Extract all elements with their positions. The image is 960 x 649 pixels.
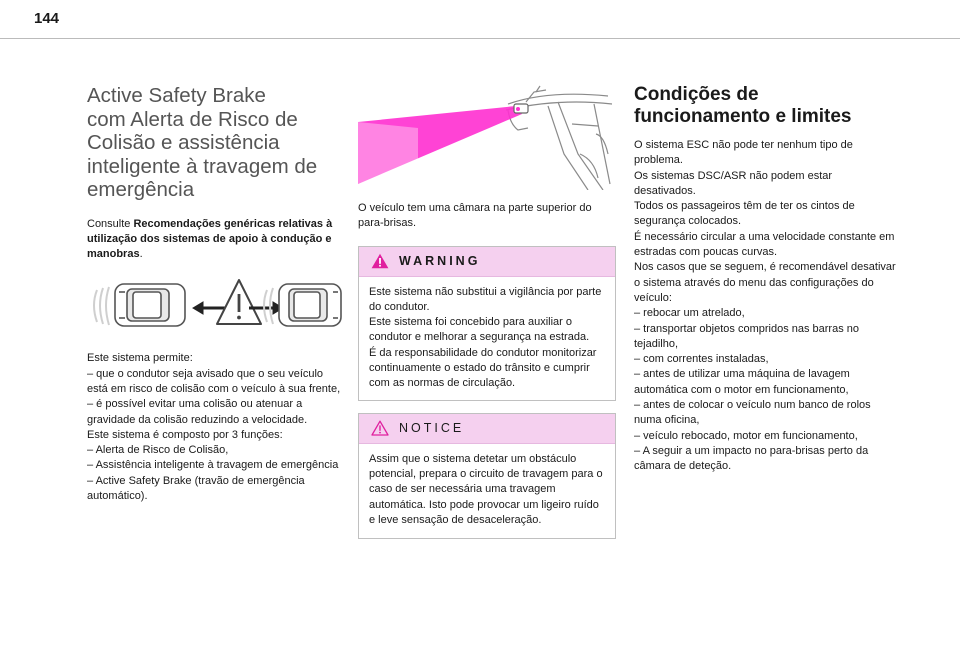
condition-line: – com correntes instaladas, [634,353,769,366]
warning-line: É da responsabilidade do condutor monitorizar continuamente o estado do trânsito e cumprir com as normas de circulação. [369,346,597,390]
title-line: inteligente à travagem de [87,154,318,178]
condition-line: Todos os passageiros têm de ter os cintos de segurança colocados. [634,200,855,228]
body-line: – Active Safety Brake (travão de emergência automático). [87,474,305,503]
warning-line: Este sistema não substitui a vigilância por parte do condutor. [369,285,602,313]
body-line: – Alerta de Risco de Colisão, [87,444,229,457]
body-line: Este sistema permite: [87,352,193,365]
notice-header [359,414,615,444]
section-title [87,84,343,202]
notice-line: Assim que o sistema detetar um obstáculo potencial, prepara o circuito de travagem para o caso de ser necessária uma travagem automática. Isto pode provocar um ligeiro ruído e leve sensação de desaceleração. [369,452,603,526]
windscreen-camera-illustration [358,84,616,190]
body-line: Este sistema é composto por 3 funções: [87,428,283,441]
body-line: – é possível evitar uma colisão ou atenuar a gravidade da colisão reduzindo a velocidade. [87,398,308,426]
warning-header [359,247,615,277]
warning-label: WARNING [399,254,481,269]
title-line: emergência [87,178,195,201]
title-line: com Alerta de Risco de [87,107,298,131]
title-line: Colisão e assistência [87,131,280,154]
warning-box [358,246,616,401]
condition-line: – veículo rebocado, motor em funcionamento, [634,429,858,442]
condition-line: – rebocar um atrelado, [634,307,745,320]
notice-label: NOTICE [399,421,465,436]
right-column [634,84,896,475]
warning-line: Este sistema foi concebido para auxiliar o condutor e melhorar a segurança na estrada. [369,316,590,344]
warning-body [359,277,615,400]
body-line: – Assistência inteligente à travagem de emergência [87,459,339,472]
condition-line: O sistema ESC não pode ter nenhum tipo de problema. [634,139,853,167]
consult-prefix: Consulte [87,217,134,230]
consult-suffix: . [139,248,143,261]
consult-link-text: Recomendações genéricas relativas à utilização dos sistemas de apoio à condução e manobras [87,217,333,261]
left-column [87,84,343,504]
header-rule [0,38,960,39]
condition-line: Os sistemas DSC/ASR não podem estar desativados. [634,169,833,197]
condition-line: – transportar objetos compridos nas barras no tejadilho, [634,322,860,350]
notice-box [358,413,616,539]
camera-caption: O veículo tem uma câmara na parte superior do para-brisas. [358,202,592,230]
title-line: Active Safety Brake [87,84,266,107]
warning-icon [371,253,389,269]
collision-warning-illustration [89,278,343,332]
condition-line: – A seguir a um impacto no para-brisas perto da câmara de deteção. [634,444,869,473]
caution-icon [371,420,389,436]
section-heading: Condições de funcionamento e limites [634,84,852,127]
condition-line: Nos casos que se seguem, é recomendável desativar o sistema através do menu das configurações do veículo: [634,261,896,304]
middle-column [358,84,616,539]
notice-body [359,444,615,538]
conditions-list [634,138,896,475]
condition-line: – antes de colocar o veículo num banco de rolos numa oficina, [634,399,871,427]
consult-reference [87,217,343,263]
condition-line: – antes de utilizar uma máquina de lavagem automática com o motor em funcionamento, [634,368,850,396]
page-number: 144 [34,10,60,27]
system-description [87,351,343,504]
condition-line: É necessário circular a uma velocidade constante em estradas com poucas curvas. [634,230,895,259]
body-line: – que o condutor seja avisado que o seu veículo está em risco de colisão com o veículo à sua frente, [87,367,341,395]
